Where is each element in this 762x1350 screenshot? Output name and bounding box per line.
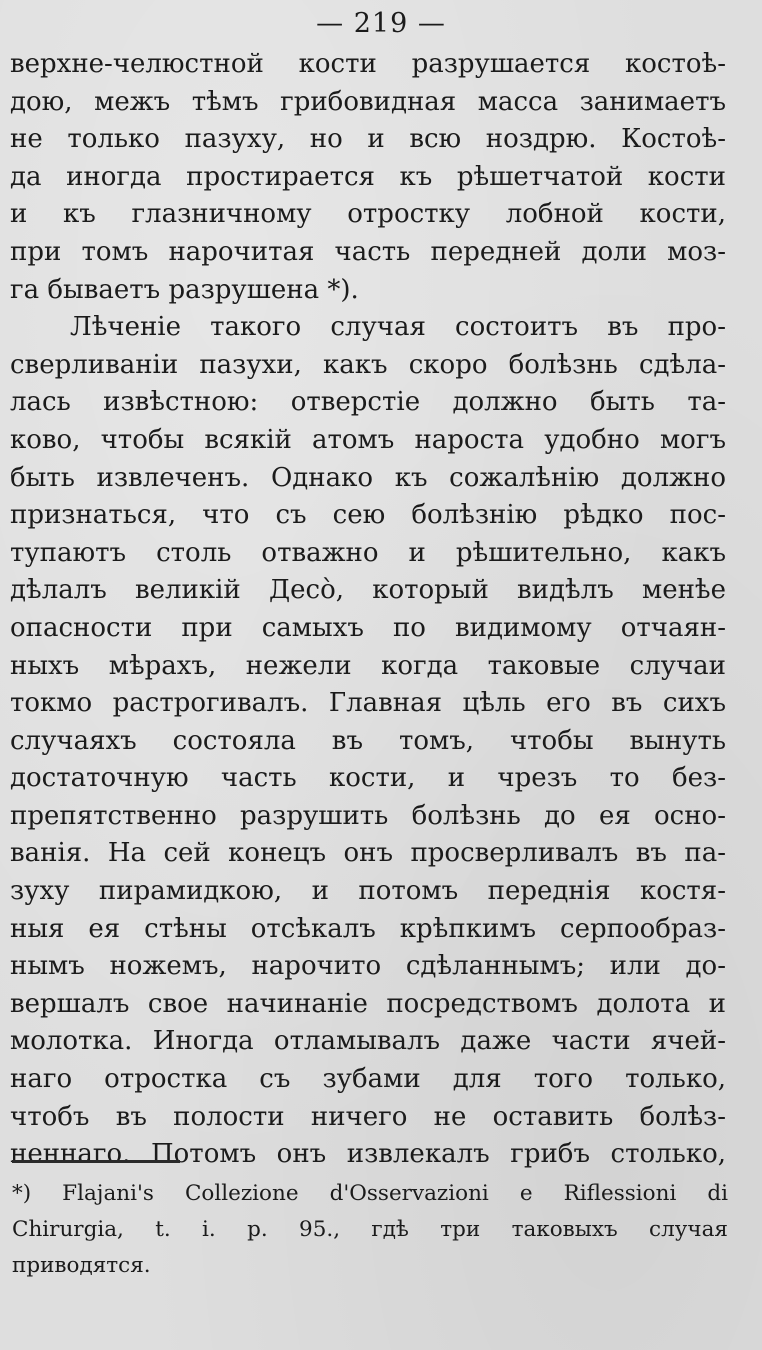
text-line: токмо растрогивалъ. Главная цѣль его въ сихъ — [10, 688, 726, 719]
text-line: признаться, что съ сею болѣзнію рѣдко пос- — [10, 500, 726, 531]
footnote-line: приводятся. — [12, 1253, 151, 1278]
text-line: вершалъ свое начинаніе посредствомъ долота и — [10, 988, 726, 1019]
text-line: га бываетъ разрушена *). — [10, 274, 359, 305]
main-text-block — [10, 46, 726, 1174]
text-line: дою, межъ тѣмъ грибовидная масса занимаетъ — [10, 86, 726, 117]
text-line: неннаго. Потомъ онъ извлекалъ грибъ столько, — [10, 1139, 726, 1170]
footnote-line: Chirurgia, t. i. p. 95., гдѣ три таковыхъ случая — [12, 1217, 728, 1242]
text-line: быть извлеченъ. Однако къ сожалѣнію должно — [10, 462, 726, 493]
text-line: опасности при самыхъ по видимому отчаян- — [10, 612, 726, 643]
footnote-separator — [12, 1160, 180, 1163]
text-line: и къ глазничному отростку лобной кости, — [10, 199, 726, 230]
text-line: зуху пирамидкою, и потомъ переднія костя- — [10, 876, 726, 907]
text-line: сверливаніи пазухи, какъ скоро болѣзнь сдѣла- — [10, 349, 726, 380]
page-number: — 219 — — [316, 8, 446, 39]
text-line: лась извѣстною: отверстіе должно быть та- — [10, 387, 726, 418]
text-line: ванія. На сей конецъ онъ просверливалъ въ па- — [10, 838, 726, 869]
text-line: ныя ея стѣны отсѣкалъ крѣпкимъ серпообраз- — [10, 913, 726, 944]
text-line: при томъ нарочитая часть передней доли моз- — [10, 236, 726, 267]
text-line: нымъ ножемъ, нарочито сдѣланнымъ; или до- — [10, 951, 726, 982]
text-line: случаяхъ состояла въ томъ, чтобы вынуть — [10, 725, 726, 756]
text-line: дѣлалъ великій Десо̀, который видѣлъ менѣе — [10, 575, 726, 606]
text-line: препятственно разрушить болѣзнь до ея осно- — [10, 800, 726, 831]
text-line: ково, чтобы всякій атомъ нароста удобно могъ — [10, 424, 726, 455]
paragraph-first-line: Лѣченіе такого случая состоитъ въ про- — [70, 312, 726, 343]
text-line: молотка. Иногда отламывалъ даже части ячей- — [10, 1026, 726, 1057]
text-line: наго отростка съ зубами для того только, — [10, 1064, 726, 1095]
text-line: не только пазуху, но и всю ноздрю. Костоѣ- — [10, 124, 726, 155]
text-line: тупаютъ столь отважно и рѣшительно, какъ — [10, 537, 726, 568]
text-line: да иногда простирается къ рѣшетчатой кости — [10, 161, 726, 192]
footnote — [12, 1176, 728, 1284]
text-line: верхне-челюстной кости разрушается костоѣ- — [10, 49, 726, 79]
text-line: чтобъ въ полости ничего не оставить болѣз- — [10, 1101, 726, 1132]
text-line: достаточную часть кости, и чрезъ то без- — [10, 763, 726, 794]
footnote-line: *) Flajani's Collezione d'Osservazioni e Riflessioni di — [12, 1181, 728, 1206]
text-line: ныхъ мѣрахъ, нежели когда таковые случаи — [10, 650, 726, 681]
